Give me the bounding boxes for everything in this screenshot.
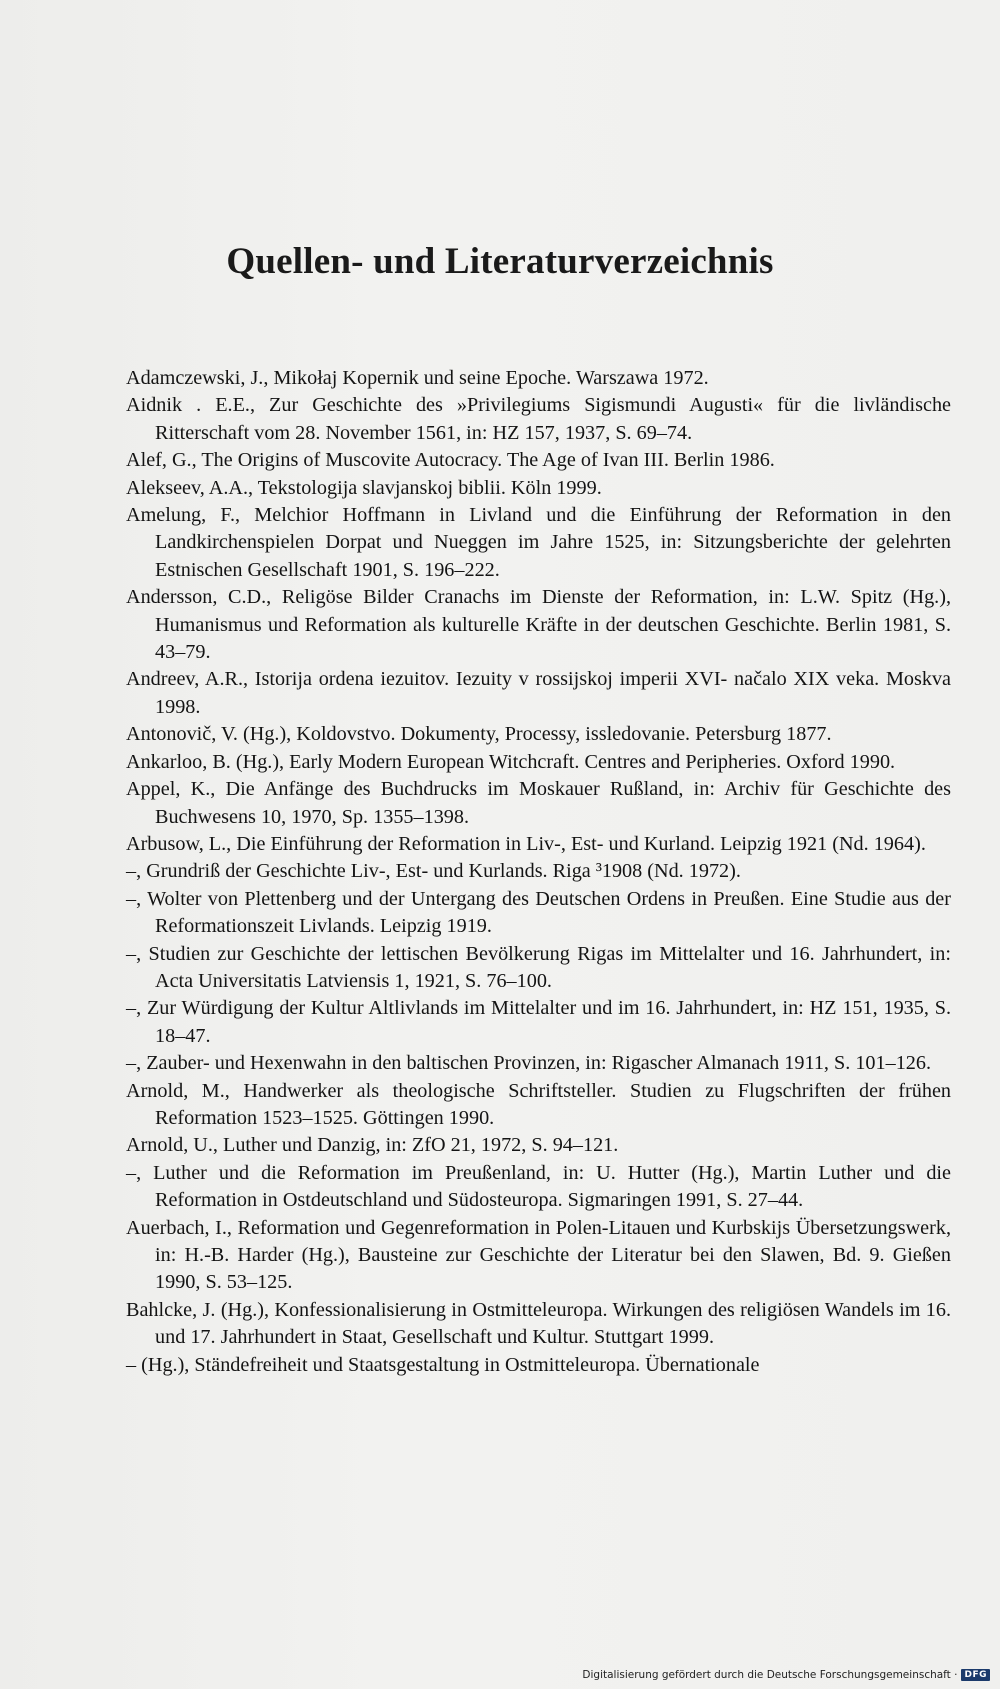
- bibliography-entry: Arbusow, L., Die Einführung der Reformation in Liv-, Est- und Kurland. Leipzig 1921 (Nd. 1964).: [126, 832, 926, 855]
- page-title: Quellen- und Literaturverzeichnis: [226, 240, 774, 282]
- bibliography-entry: –, Wolter von Plettenberg und der Untergang des Deutschen Ordens in Preußen. Eine Studie aus der Reformationszeit Livlands. Leipzig 1919.: [126, 887, 951, 938]
- bibliography-list: [126, 365, 951, 1379]
- bibliography-entry: –, Zauber- und Hexenwahn in den baltischen Provinzen, in: Rigascher Almanach 1911, S. 101–126.: [126, 1052, 932, 1075]
- bibliography-entry: Bahlcke, J. (Hg.), Konfessionalisierung in Ostmitteleuropa. Wirkungen des religiösen Wandels im 16. und 17. Jahrhundert in Staat, Gesellschaft und Kultur. Stuttgart 1999.: [126, 1298, 951, 1349]
- footer-text: Digitalisierung gefördert durch die Deutsche Forschungsgemeinschaft ·: [582, 1669, 958, 1681]
- bibliography-entry: Ankarloo, B. (Hg.), Early Modern European Witchcraft. Centres and Peripheries. Oxford 1990.: [126, 750, 896, 773]
- digitization-footer: [582, 1669, 990, 1681]
- bibliography-entry: Antonovič, V. (Hg.), Koldovstvo. Dokumenty, Processy, issledovanie. Petersburg 1877.: [126, 723, 832, 746]
- bibliography-entry: –, Zur Würdigung der Kultur Altlivlands im Mittelalter und im 16. Jahrhundert, in: HZ 151, 1935, S. 18–47.: [126, 997, 951, 1047]
- bibliography-entry: Arnold, U., Luther und Danzig, in: ZfO 21, 1972, S. 94–121.: [126, 1134, 619, 1157]
- bibliography-entry: –, Grundriß der Geschichte Liv-, Est- und Kurlands. Riga ³1908 (Nd. 1972).: [126, 860, 741, 883]
- bibliography-entry: Auerbach, I., Reformation und Gegenreformation in Polen-Litauen und Kurbskijs Übersetzungswerk, in: H.-B. Harder (Hg.), Bausteine zur Geschichte der Literatur bei den Slawen, Bd. 9. Gießen 1990, S. 53–125.: [126, 1216, 951, 1294]
- dfg-logo: DFG: [961, 1669, 990, 1681]
- bibliography-entry: Adamczewski, J., Mikołaj Kopernik und seine Epoche. Warszawa 1972.: [126, 367, 709, 389]
- bibliography-entry: Arnold, M., Handwerker als theologische Schriftsteller. Studien zu Flugschriften der frühen Reformation 1523–1525. Göttingen 1990.: [126, 1079, 951, 1129]
- bibliography-entry: Amelung, F., Melchior Hoffmann in Livland und die Einführung der Reformation in den Landkirchenspielen Dorpat und Nueggen im Jahre 1525, in: Sitzungsberichte der gelehrten Estnischen Gesellschaft 1901, S. 196–222.: [126, 504, 951, 581]
- bibliography-entry: Andreev, A.R., Istorija ordena iezuitov. Iezuity v rossijskoj imperii XVI- načalo XIX veka. Moskva 1998.: [126, 668, 951, 718]
- bibliography-entry: –, Studien zur Geschichte der lettischen Bevölkerung Rigas im Mittelalter und 16. Jahrhundert, in: Acta Universitatis Latviensis 1, 1921, S. 76–100.: [126, 942, 951, 992]
- bibliography-entry: Alef, G., The Origins of Muscovite Autocracy. The Age of Ivan III. Berlin 1986.: [126, 449, 775, 472]
- bibliography-entry: Aidnik . E.E., Zur Geschichte des »Privilegiums Sigismundi Augusti« für die livländische Ritterschaft vom 28. November 1561, in: HZ 157, 1937, S. 69–74.: [126, 394, 951, 444]
- bibliography-entry: – (Hg.), Ständefreiheit und Staatsgestaltung in Ostmitteleuropa. Übernationale: [126, 1353, 760, 1376]
- bibliography-entry: Alekseev, A.A., Tekstologija slavjanskoj biblii. Köln 1999.: [126, 476, 602, 499]
- bibliography-entry: –, Luther und die Reformation im Preußenland, in: U. Hutter (Hg.), Martin Luther und die Reformation in Ostdeutschland und Südosteuropa. Sigmaringen 1991, S. 27–44.: [126, 1161, 951, 1212]
- bibliography-entry: Andersson, C.D., Religöse Bilder Cranachs im Dienste der Reformation, in: L.W. Spitz (Hg.), Humanismus und Reformation als kulturelle Kräfte in der deutschen Geschichte. Berlin 1981, S. 43–79.: [126, 586, 951, 664]
- bibliography-entry: Appel, K., Die Anfänge des Buchdrucks im Moskauer Rußland, in: Archiv für Geschichte des Buchwesens 10, 1970, Sp. 1355–1398.: [126, 778, 951, 828]
